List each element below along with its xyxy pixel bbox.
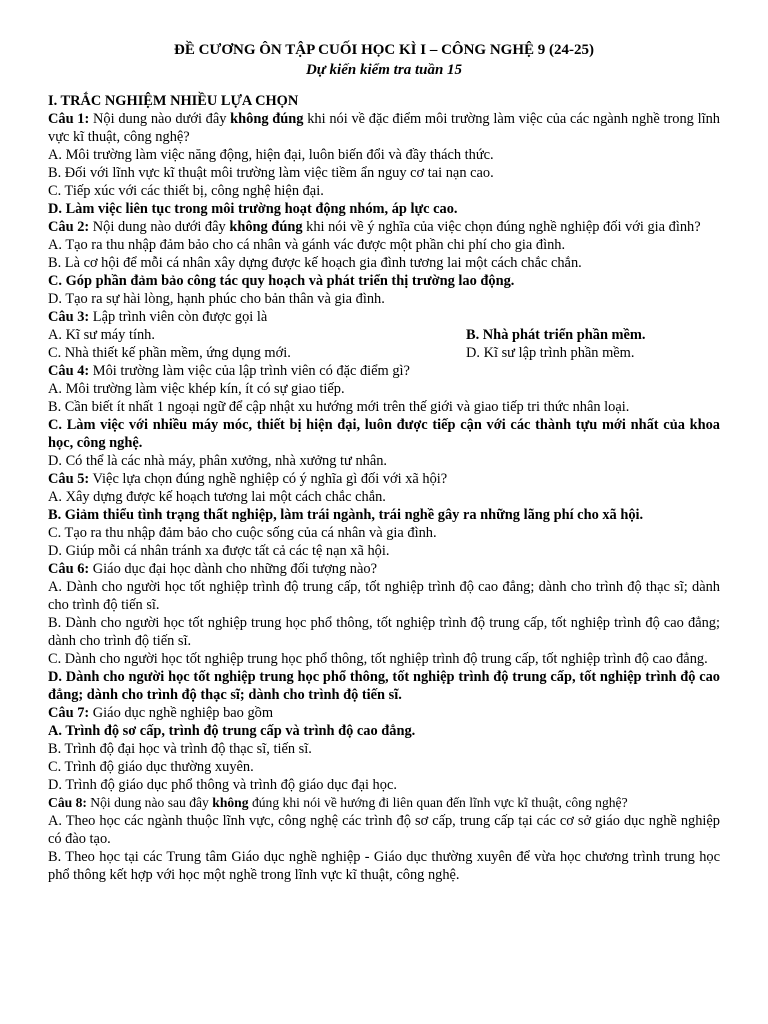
question-2	[48, 218, 720, 236]
q4-option-a: A. Môi trường làm việc khép kín, ít có sự giao tiếp.	[48, 381, 345, 397]
question-text: Môi trường làm việc của lập trình viên có đặc điểm gì?	[89, 363, 410, 379]
question-text: Giáo dục nghề nghiệp bao gồm	[89, 705, 274, 721]
question-text: Nội dung nào dưới đây	[89, 111, 231, 127]
question-emphasis: không đúng	[229, 219, 303, 235]
question-text: Lập trình viên còn được gọi là	[89, 309, 268, 325]
q2-option-a: A. Tạo ra thu nhập đảm bảo cho cá nhân và gánh vác được một phần chi phí cho gia đình.	[48, 237, 566, 253]
section-heading: I. TRẮC NGHIỆM NHIỀU LỰA CHỌN	[48, 93, 299, 109]
question-label: Câu 4:	[48, 363, 90, 379]
q7-option-d: D. Trình độ giáo dục phổ thông và trình độ giáo dục đại học.	[48, 777, 397, 793]
question-8	[48, 794, 720, 812]
document-title: ĐỀ CƯƠNG ÔN TẬP CUỐI HỌC KÌ I – CÔNG NGHỆ 9 (24-25)	[173, 42, 594, 58]
q5-option-d: D. Giúp mỗi cá nhân tránh xa được tất cả các tệ nạn xã hội.	[48, 543, 390, 559]
q5-option-c: C. Tạo ra thu nhập đảm bảo cho cuộc sống của cá nhân và gia đình.	[48, 525, 437, 541]
question-label: Câu 5:	[48, 471, 90, 487]
question-text: Giáo dục đại học dành cho những đối tượng nào?	[89, 561, 377, 577]
question-label: Câu 7:	[48, 705, 90, 721]
q3-option-a: A. Kĩ sư máy tính.	[48, 327, 155, 343]
q7-option-b: B. Trình độ đại học và trình độ thạc sĩ, tiến sĩ.	[48, 741, 312, 757]
q1-option-a: A. Môi trường làm việc năng động, hiện đại, luôn biến đổi và đầy thách thức.	[48, 147, 494, 163]
question-label: Câu 8:	[48, 795, 87, 810]
question-label: Câu 3:	[48, 309, 90, 325]
question-text: Nội dung nào dưới đây	[89, 219, 230, 235]
document-subtitle: Dự kiến kiểm tra tuần 15	[305, 62, 463, 78]
q2-option-d: D. Tạo ra sự hài lòng, hạnh phúc cho bản thân và gia đình.	[48, 291, 385, 307]
q5-option-a: A. Xây dựng được kế hoạch tương lai một cách chắc chắn.	[48, 489, 386, 505]
question-text: khi nói về ý nghĩa của việc chọn đúng nghề nghiệp đối với gia đình?	[302, 219, 701, 235]
question-emphasis: không	[212, 795, 249, 810]
q3-option-d: D. Kĩ sư lập trình phần mềm.	[466, 345, 635, 361]
q3-options-row-2	[48, 344, 720, 362]
q8-option-a: A. Theo học các ngành thuộc lĩnh vực, công nghệ các trình độ sơ cấp, trung cấp tại các cơ sở giáo dục nghề nghiệp có đào tạo.	[48, 813, 720, 847]
q7-option-c: C. Trình độ giáo dục thường xuyên.	[48, 759, 254, 775]
question-1	[48, 110, 720, 146]
question-emphasis: không đúng	[230, 111, 304, 127]
question-text: Nội dung nào sau đây	[86, 795, 213, 810]
question-label: Câu 2:	[48, 219, 90, 235]
question-4	[48, 362, 720, 380]
question-label: Câu 1:	[48, 111, 90, 127]
q1-option-c: C. Tiếp xúc với các thiết bị, công nghệ hiện đại.	[48, 183, 324, 199]
question-3	[48, 308, 720, 326]
q4-option-d: D. Có thể là các nhà máy, phân xưởng, nhà xưởng tư nhân.	[48, 453, 388, 469]
q1-option-d-answer: D. Làm việc liên tục trong môi trường hoạt động nhóm, áp lực cao.	[48, 201, 458, 217]
question-label: Câu 6:	[48, 561, 90, 577]
question-text: đúng khi nói về hướng đi liên quan đến lĩnh vực kĩ thuật, công nghệ?	[248, 795, 628, 810]
question-7	[48, 704, 720, 722]
q3-option-b-answer: B. Nhà phát triển phần mềm.	[466, 327, 646, 343]
q7-option-a-answer: A. Trình độ sơ cấp, trình độ trung cấp và trình độ cao đẳng.	[48, 723, 416, 739]
q2-option-c-answer: C. Góp phần đảm bảo công tác quy hoạch và phát triển thị trường lao động.	[48, 273, 515, 289]
q6-option-a: A. Dành cho người học tốt nghiệp trình độ trung cấp, tốt nghiệp trình độ cao đẳng; dành cho trình độ thạc sĩ; dành cho trình độ tiến sĩ.	[48, 579, 720, 613]
q5-option-b-answer: B. Giảm thiểu tình trạng thất nghiệp, làm trái ngành, trái nghề gây ra những lãng phí cho xã hội.	[48, 507, 644, 523]
q3-options-row-1	[48, 326, 720, 344]
q2-option-b: B. Là cơ hội để mỗi cá nhân xây dựng được kế hoạch gia đình tương lai một cách chắc chắn.	[48, 255, 582, 271]
question-5	[48, 470, 720, 488]
q4-option-c-answer: C. Làm việc với nhiều máy móc, thiết bị hiện đại, luôn được tiếp cận với các thành tựu mới nhất của khoa học, công nghệ.	[48, 417, 720, 451]
q4-option-b: B. Cần biết ít nhất 1 ngoại ngữ để cập nhật xu hướng mới trên thế giới và giao tiếp tri thức nhân loại.	[48, 399, 630, 415]
q6-option-b: B. Dành cho người học tốt nghiệp trung học phổ thông, tốt nghiệp trình độ trung cấp, tốt nghiệp trình độ cao đẳng; dành cho trình độ tiến sĩ.	[48, 615, 720, 649]
question-6	[48, 560, 720, 578]
q3-option-c: C. Nhà thiết kế phần mềm, ứng dụng mới.	[48, 345, 291, 361]
q8-option-b: B. Theo học tại các Trung tâm Giáo dục nghề nghiệp - Giáo dục thường xuyên để vừa học chương trình trung học phổ thông kết hợp với học một nghề trong lĩnh vực kĩ thuật, công nghệ.	[48, 849, 720, 883]
q6-option-c: C. Dành cho người học tốt nghiệp trung học phổ thông, tốt nghiệp trình độ trung cấp, tốt nghiệp trình độ cao đẳng.	[48, 651, 708, 667]
q1-option-b: B. Đối với lĩnh vực kĩ thuật môi trường làm việc tiềm ẩn nguy cơ tai nạn cao.	[48, 165, 494, 181]
question-text: khi nói về đặc điểm môi trường làm việc của các ngành nghề trong lĩnh vực kĩ thuật, công nghệ?	[48, 111, 720, 145]
question-text: Việc lựa chọn đúng nghề nghiệp có ý nghĩa gì đối với xã hội?	[89, 471, 448, 487]
q6-option-d-answer: D. Dành cho người học tốt nghiệp trung học phổ thông, tốt nghiệp trình độ trung cấp, tốt nghiệp trình độ cao đẳng; dành cho trình độ thạc sĩ; dành cho trình độ tiến sĩ.	[48, 669, 720, 703]
